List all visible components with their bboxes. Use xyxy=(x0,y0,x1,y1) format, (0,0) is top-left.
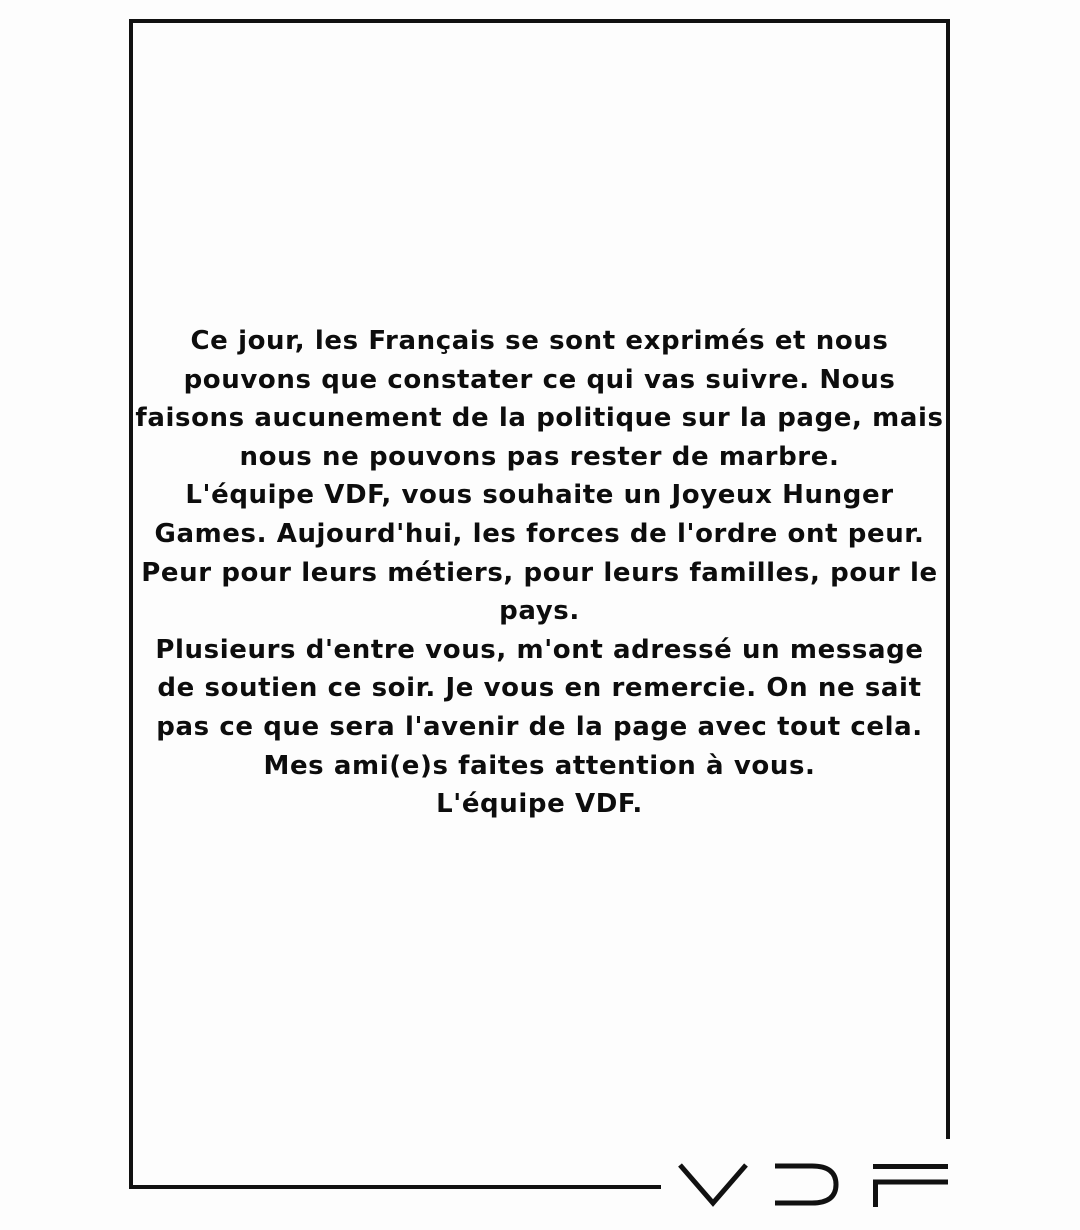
frame-top-border xyxy=(129,19,950,23)
message-line: Peur pour leurs métiers, pour leurs familles, pour le xyxy=(141,557,938,588)
message-line: pays. xyxy=(499,596,580,627)
message-line: nous ne pouvons pas rester de marbre. xyxy=(239,441,840,472)
message-line: Ce jour, les Français se sont exprimés et nous xyxy=(190,326,889,356)
logo-letter-v xyxy=(680,1165,746,1203)
logo-letter-d xyxy=(775,1166,836,1203)
frame-right-border xyxy=(946,19,950,1139)
vdf-logo xyxy=(676,1162,951,1207)
message-body xyxy=(133,322,946,824)
message-line: pas ce que sera l'avenir de la page avec tout cela. xyxy=(156,711,923,742)
message-line: Plusieurs d'entre vous, m'ont adressé un message xyxy=(155,634,924,665)
message-line: L'équipe VDF, vous souhaite un Joyeux Hunger xyxy=(185,480,894,511)
message-line: de soutien ce soir. Je vous en remercie. On ne sait xyxy=(157,673,922,704)
message-line: Games. Aujourd'hui, les forces de l'ordre ont peur. xyxy=(154,518,925,549)
message-line: faisons aucunement de la politique sur la page, mais xyxy=(135,403,944,434)
message-line: pouvons que constater ce qui vas suivre. Nous xyxy=(183,364,896,395)
frame-bottom-border xyxy=(129,1185,661,1189)
message-line: L'équipe VDF. xyxy=(436,789,643,820)
message-line: Mes ami(e)s faites attention à vous. xyxy=(263,750,816,781)
